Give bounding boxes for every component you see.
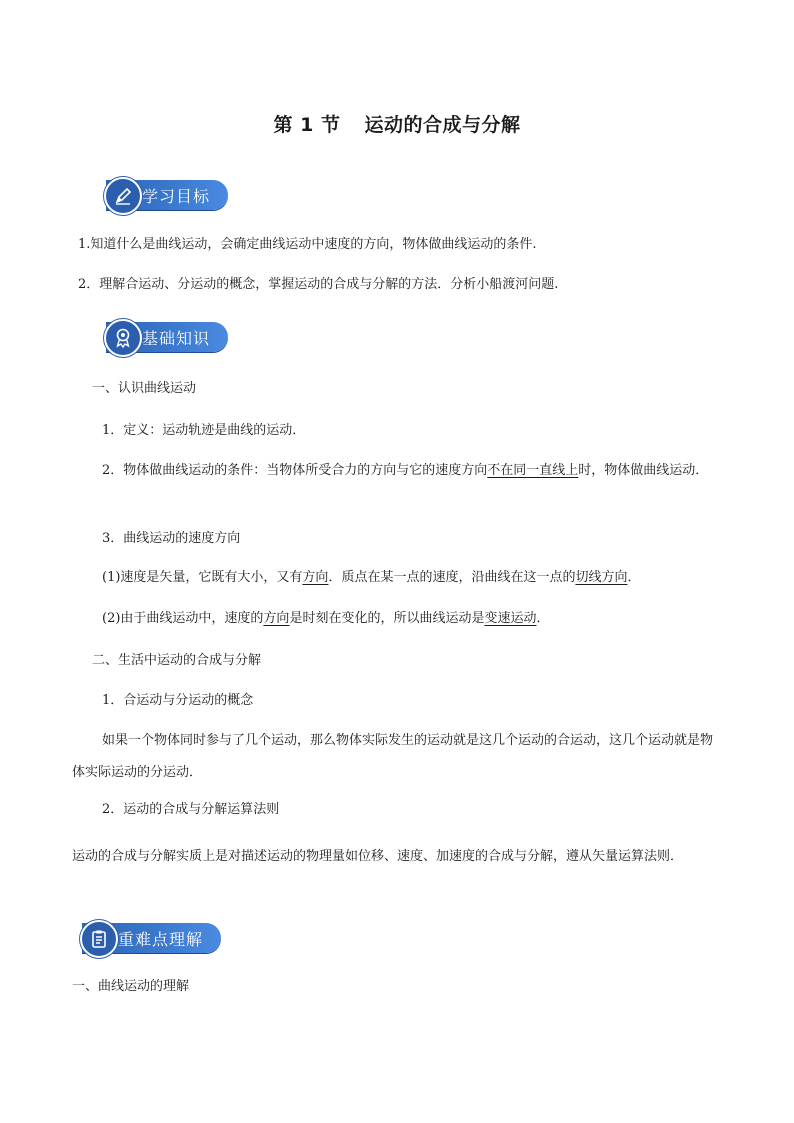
velocity-item-2: (2)由于曲线运动中，速度的方向是时刻在变化的，所以曲线运动是变速运动． xyxy=(102,611,550,626)
section-number: 第 1 节 xyxy=(273,114,341,136)
answer-underline: 不在同一直线上 xyxy=(487,463,579,478)
heading-composition: 二、生活中运动的合成与分解 xyxy=(92,653,262,668)
definition-line: 1．定义：运动轨迹是曲线的运动． xyxy=(102,423,306,438)
medal-icon xyxy=(104,319,142,357)
concept-heading: 1．合运动与分运动的概念 xyxy=(102,693,254,708)
badge-label: 重难点理解 xyxy=(118,929,204,949)
badge-label: 学习目标 xyxy=(142,186,211,206)
goal-item-2: 2．理解合运动、分运动的概念，掌握运动的合成与分解的方法．分析小船渡河问题. xyxy=(78,277,559,292)
answer-underline: 切线方向 xyxy=(575,570,628,585)
condition-paragraph: 2．物体做曲线运动的条件：当物体所受合力的方向与它的速度方向不在同一直线上时，物体做曲线运动． xyxy=(102,463,709,478)
badge-label: 基础知识 xyxy=(142,328,211,348)
velocity-item-1: (1)速度是矢量，它既有大小，又有方向．质点在某一点的速度，沿曲线在这一点的切线方向． xyxy=(102,570,641,585)
rules-paragraph: 运动的合成与分解实质上是对描述运动的物理量如位移、速度、加速度的合成与分解，遵从矢量运算法则． xyxy=(72,849,684,864)
badge-basic-knowledge xyxy=(106,319,228,355)
heading-key-curved-motion: 一、曲线运动的理解 xyxy=(72,979,190,994)
goal-item-1: 1.知道什么是曲线运动，会确定曲线运动中速度的方向，物体做曲线运动的条件. xyxy=(78,237,537,252)
pencil-icon xyxy=(104,177,142,215)
concept-paragraph: 如果一个物体同时参与了几个运动，那么物体实际发生的运动就是这几个运动的合运动，这几个运动就是物体实际运动的分运动． xyxy=(72,733,714,780)
rules-heading: 2．运动的合成与分解运算法则 xyxy=(102,802,280,817)
answer-underline: 变速运动 xyxy=(484,611,537,626)
badge-key-points xyxy=(82,920,221,956)
answer-underline: 方向 xyxy=(263,611,290,626)
section-title: 运动的合成与分解 xyxy=(364,114,521,136)
page-title xyxy=(0,110,794,137)
badge-learning-goals xyxy=(106,177,228,213)
heading-curved-motion: 一、认识曲线运动 xyxy=(92,381,197,396)
answer-underline: 方向 xyxy=(302,570,329,585)
clipboard-icon xyxy=(80,920,118,958)
velocity-direction-heading: 3．曲线运动的速度方向 xyxy=(102,531,241,546)
